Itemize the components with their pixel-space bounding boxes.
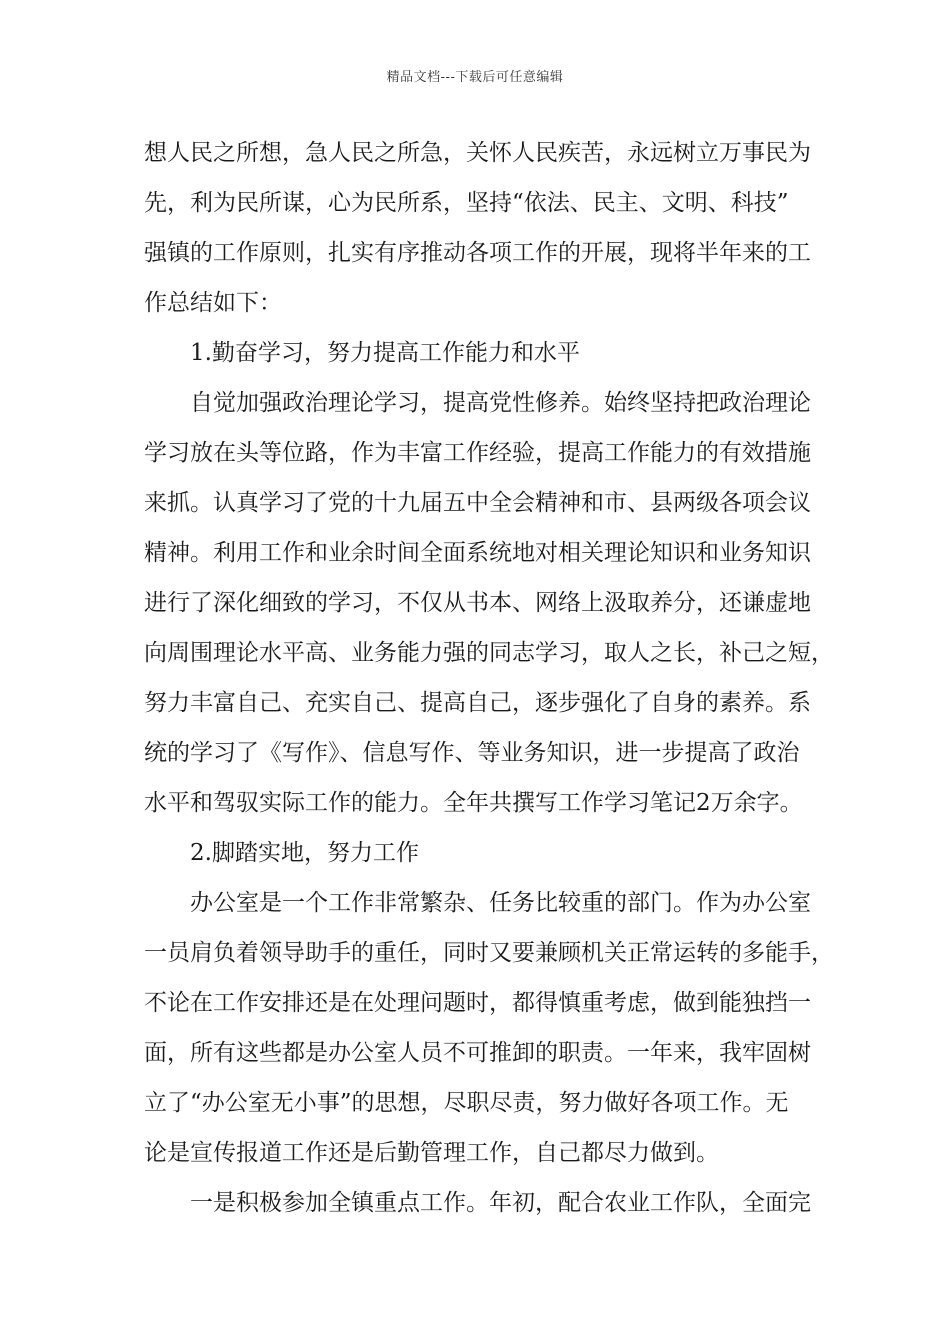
document-body <box>144 128 834 1228</box>
text-line: 水平和驾驭实际工作的能力。全年共撰写工作学习笔记2万余字。 <box>144 790 803 816</box>
paragraph-start: 一是积极参加全镇重点工作。年初，配合农业工作队，全面完 <box>190 1190 811 1216</box>
text-line: 努力丰富自己、充实自己、提高自己，逐步强化了自身的素养。系 <box>144 690 811 716</box>
text-line: 向周围理论水平高、业务能力强的同志学习，取人之长，补己之短， <box>144 640 834 666</box>
text-line: 进行了深化细致的学习，不仅从书本、网络上汲取养分，还谦虚地 <box>144 590 811 616</box>
text-line: 论是宣传报道工作还是后勤管理工作，自己都尽力做到。 <box>144 1140 719 1166</box>
page-header: 精品文档---下载后可任意编辑 <box>386 70 564 85</box>
section-heading: 1.勤奋学习，努力提高工作能力和水平 <box>190 340 580 366</box>
text-line: 想人民之所想，急人民之所急，关怀人民疾苦，永远树立万事民为 <box>144 140 811 166</box>
text-line: 一员肩负着领导助手的重任，同时又要兼顾机关正常运转的多能手， <box>144 940 834 966</box>
text-line: 面，所有这些都是办公室人员不可推卸的职责。一年来，我牢固树 <box>144 1040 811 1066</box>
paragraph-start: 自觉加强政治理论学习，提高党性修养。始终坚持把政治理论 <box>190 390 811 416</box>
text-line: 统的学习了《写作》、信息写作、等业务知识，进一步提高了政治 <box>144 740 800 766</box>
text-line: 作总结如下： <box>144 290 282 316</box>
text-line: 强镇的工作原则，扎实有序推动各项工作的开展，现将半年来的工 <box>144 240 811 266</box>
section-heading: 2.脚踏实地，努力工作 <box>190 840 419 866</box>
text-line: 不论在工作安排还是在处理问题时，都得慎重考虑，做到能独挡一 <box>144 990 811 1016</box>
text-line: 学习放在头等位路，作为丰富工作经验，提高工作能力的有效措施 <box>144 440 811 466</box>
paragraph-start: 办公室是一个工作非常繁杂、任务比较重的部门。作为办公室 <box>190 890 811 916</box>
text-line: 先，利为民所谋，心为民所系，坚持“依法、民主、文明、科技” <box>144 190 789 216</box>
text-line: 精神。利用工作和业余时间全面系统地对相关理论知识和业务知识 <box>144 540 811 566</box>
text-line: 来抓。认真学习了党的十九届五中全会精神和市、县两级各项会议 <box>144 490 811 516</box>
text-line: 立了“办公室无小事”的思想，尽职尽责，努力做好各项工作。无 <box>144 1090 789 1116</box>
